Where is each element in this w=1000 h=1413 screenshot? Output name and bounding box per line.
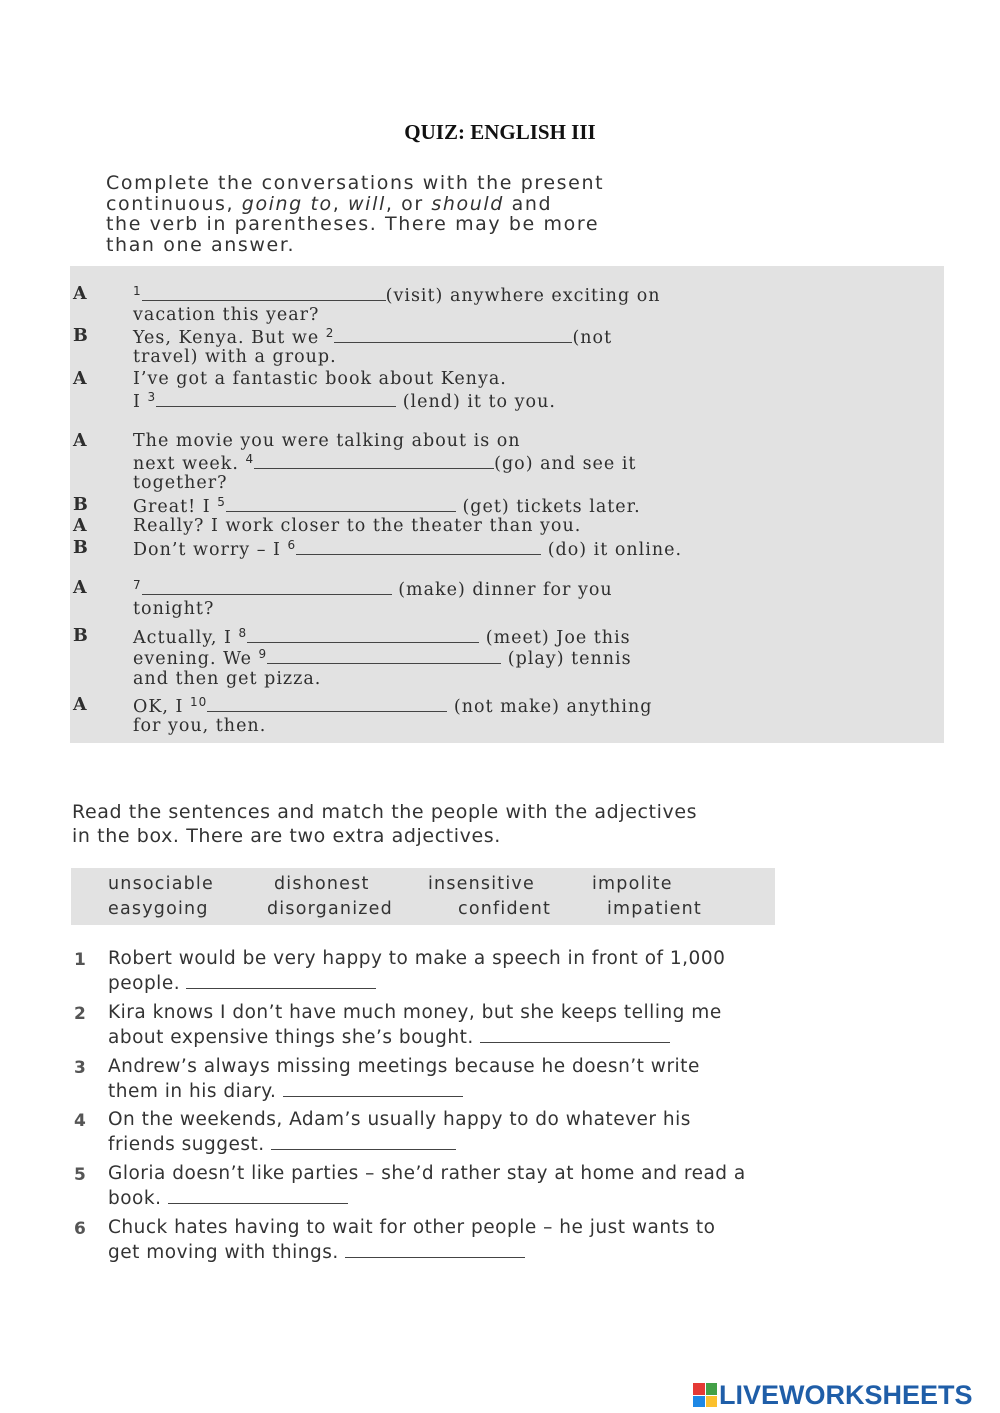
instruction-line-2: in the box. There are two extra adjectives. (72, 825, 501, 847)
answer-blank-5[interactable] (226, 495, 456, 512)
adjective-word: confident (458, 899, 552, 919)
answer-blank-8[interactable] (247, 626, 479, 643)
adjective-word: disorganized (267, 899, 393, 919)
gap-number: 4 (245, 452, 255, 466)
adjective-word: unsociable (108, 874, 214, 894)
logo-square-green (706, 1383, 718, 1395)
gap-number: 10 (190, 695, 208, 709)
item-text: Chuck hates having to wait for other people – he just wants to (108, 1217, 716, 1238)
liveworksheets-logo[interactable] (693, 1380, 973, 1410)
item-number: 4 (74, 1111, 86, 1131)
speaker-label: A (73, 369, 88, 389)
gap-number: 6 (287, 538, 297, 552)
exercise2-instruction (72, 800, 952, 848)
answer-blank[interactable] (480, 1026, 670, 1043)
answer-blank-2[interactable] (334, 326, 572, 343)
gap-number: 9 (258, 647, 268, 661)
adjective-box (71, 868, 775, 925)
speaker-label: B (73, 626, 89, 646)
logo-square-yellow (706, 1396, 718, 1408)
gap-number: 2 (325, 326, 335, 340)
item-text: Gloria doesn’t like parties – she’d rather stay at home and read a (108, 1163, 746, 1184)
answer-blank[interactable] (186, 972, 376, 989)
speaker-label: A (73, 578, 88, 598)
item-number: 1 (74, 950, 86, 970)
item-text: about expensive things she’s bought. (108, 1026, 670, 1048)
item-text: Robert would be very happy to make a speech in front of 1,000 (108, 948, 726, 969)
logo-square-blue (693, 1396, 705, 1408)
logo-text: LIVEWORKSHEETS (719, 1379, 973, 1410)
speaker-label: B (73, 538, 89, 558)
instruction-line-1: Read the sentences and match the people with the adjectives (72, 801, 698, 823)
logo-square-red (693, 1383, 705, 1395)
answer-blank-4[interactable] (254, 452, 494, 469)
answer-blank[interactable] (283, 1080, 463, 1097)
conversation-box: A $^1$ (visit) anywhere exciting on vacation this year? B Yes, Kenya. But we $^2$ (not travel) with a group. A I’ve got a fantastic book about Kenya. I $^3$ (lend) it to you. A The movie you were talking about is on next week. $^4$ (go) and see it together? B Great! I $^5$ (get) tickets later. A Really? I work closer to the theater than you. B Don’t worry – I $^6$ (do) it online. A $^7$ (make) dinner for you tonight? B Actually, I $^8$ (meet) Joe this evening. We $^9$ (play) tennis and then get pizza. A OK, I $^{10}$ (not make) anything for you, then. (70, 266, 944, 743)
item-number: 3 (74, 1058, 86, 1078)
item-text: them in his diary. (108, 1080, 463, 1102)
gap-number: 1 (133, 284, 142, 298)
speaker-label: B (73, 326, 89, 346)
item-number: 2 (74, 1004, 86, 1024)
speaker-label: A (73, 284, 88, 304)
answer-blank-9[interactable] (267, 647, 501, 664)
speaker-label: B (73, 495, 89, 515)
instruction-line-1: Complete the conversations with the present (106, 172, 605, 194)
exercise1-instruction (106, 173, 956, 255)
answer-blank-1[interactable] (142, 284, 386, 301)
gap-number: 7 (133, 578, 142, 592)
adjective-word: easygoing (108, 899, 209, 919)
item-text: Kira knows I don’t have much money, but she keeps telling me (108, 1002, 722, 1023)
instruction-line-2: continuous, going to, will, or should and (106, 192, 553, 215)
answer-blank-3[interactable] (156, 390, 396, 407)
speaker-label: A (73, 431, 88, 451)
answer-blank[interactable] (168, 1187, 348, 1204)
instruction-line-4: than one answer. (106, 233, 296, 256)
answer-blank[interactable] (271, 1133, 456, 1150)
item-number: 6 (74, 1219, 86, 1239)
gap-number: 8 (238, 626, 248, 640)
answer-blank-7[interactable] (142, 578, 392, 595)
logo-grid-icon (693, 1383, 717, 1407)
page-title: QUIZ: ENGLISH III (404, 120, 596, 144)
adjective-word: impatient (607, 899, 702, 919)
answer-blank[interactable] (345, 1241, 525, 1258)
speaker-label: A (73, 695, 88, 715)
item-text: Andrew’s always missing meetings because he doesn’t write (108, 1056, 700, 1077)
item-text: book. (108, 1187, 348, 1209)
item-text: get moving with things. (108, 1241, 525, 1263)
gap-number: 5 (217, 495, 226, 509)
item-text: friends suggest. (108, 1133, 456, 1155)
item-number: 5 (74, 1165, 86, 1185)
answer-blank-6[interactable] (296, 538, 541, 555)
item-text: On the weekends, Adam’s usually happy to do whatever his (108, 1109, 691, 1130)
adjective-word: insensitive (428, 874, 535, 894)
adjective-word: dishonest (274, 874, 370, 894)
item-text: people. (108, 972, 376, 994)
answer-blank-10[interactable] (207, 695, 447, 712)
speaker-label: A (73, 516, 88, 536)
gap-number: 3 (147, 390, 157, 404)
adjective-word: impolite (592, 874, 673, 894)
instruction-line-3: the verb in parentheses. There may be more (106, 213, 600, 235)
